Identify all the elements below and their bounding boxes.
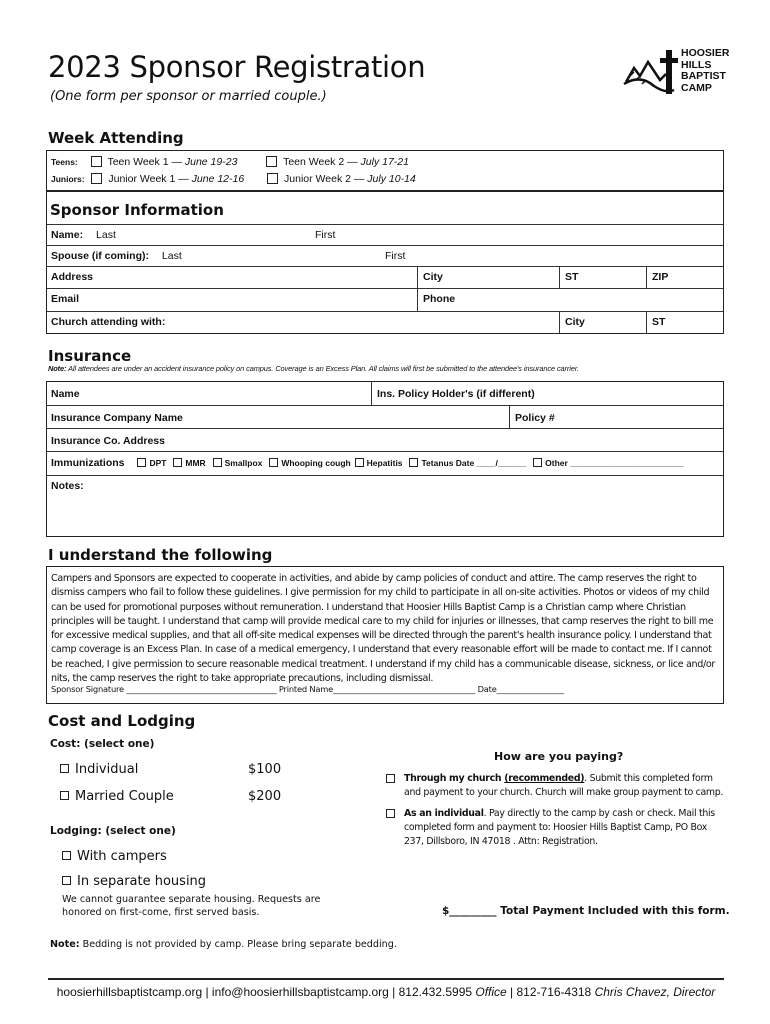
tetanus-date-label: Tetanus Date ____/______ <box>421 458 527 468</box>
cost-individual-option[interactable] <box>60 762 138 777</box>
hepatitis-label: Hepatitis <box>366 458 403 468</box>
with-campers-checkbox[interactable] <box>62 851 71 860</box>
whooping-cough-checkbox[interactable] <box>269 458 278 467</box>
phone-label: Phone <box>423 293 456 305</box>
email-row[interactable] <box>47 289 723 312</box>
lodging-select-label: Lodging: (select one) <box>50 825 176 837</box>
married-label: Married Couple <box>75 789 174 804</box>
divider <box>371 382 372 405</box>
teen-week-2-date: July 17-21 <box>360 156 409 168</box>
smallpox-label: Smallpox <box>224 458 263 468</box>
teens-row <box>51 156 409 168</box>
immunizations-row <box>47 452 723 476</box>
notes-row[interactable] <box>47 476 723 536</box>
separate-housing-note <box>62 893 320 919</box>
individual-label: Individual <box>75 762 139 777</box>
other-label: Other ________________________ <box>545 458 684 468</box>
teen-week-1-checkbox[interactable] <box>91 156 102 167</box>
insurance-box <box>46 381 724 537</box>
pay-individual-text <box>404 807 724 849</box>
divider <box>559 312 560 333</box>
email-label: Email <box>51 293 80 305</box>
spouse-label: Spouse (if coming): <box>51 250 149 262</box>
junior-week-2-label: Junior Week 2 — <box>284 173 368 185</box>
tetanus-checkbox[interactable] <box>409 458 418 467</box>
address-label: Address <box>51 271 94 283</box>
pay-church-bold: Through my church <box>404 773 505 784</box>
junior-week-1-date: June 12-16 <box>191 173 245 185</box>
pay-church-recommended: (recommended) <box>504 773 585 784</box>
cost-married-option[interactable] <box>60 789 174 804</box>
church-label: Church attending with: <box>51 316 166 328</box>
name-last-label: Last <box>96 229 116 241</box>
sponsor-heading: Sponsor Information <box>50 201 224 219</box>
policy-number-label: Policy # <box>515 412 555 424</box>
pay-individual-option[interactable] <box>386 807 726 849</box>
sponsor-heading-row <box>47 192 723 225</box>
logo-line: HILLS <box>681 58 712 71</box>
immunizations-label: Immunizations <box>51 457 125 469</box>
spouse-last-label: Last <box>161 250 182 262</box>
teen-week-2-label: Teen Week 2 — <box>283 156 361 168</box>
city-label: City <box>423 271 443 283</box>
separate-note-line: honored on first-come, first served basis. <box>62 907 260 918</box>
divider <box>646 312 647 333</box>
church-row[interactable] <box>47 312 723 333</box>
name-label-cell <box>47 225 120 245</box>
week-box <box>46 150 724 191</box>
teen-week-1-date: June 19-23 <box>184 156 238 168</box>
logo-line: BAPTIST <box>681 70 726 82</box>
spouse-row[interactable] <box>47 246 723 267</box>
sponsor-box <box>46 191 724 334</box>
pay-individual-checkbox[interactable] <box>386 809 395 818</box>
notes-label: Notes: <box>51 480 84 492</box>
divider <box>509 406 510 428</box>
teen-week-1-label: Teen Week 1 — <box>107 156 185 168</box>
pay-individual-bold: As an individual <box>404 808 484 819</box>
footer-office: Office <box>475 985 507 999</box>
other-checkbox[interactable] <box>533 458 542 467</box>
pay-church-checkbox[interactable] <box>386 774 395 783</box>
pay-church-text <box>404 772 726 800</box>
teen-week-2-checkbox[interactable] <box>266 156 277 167</box>
camp-logo <box>620 46 730 102</box>
name-label: Name: <box>51 229 84 241</box>
juniors-row <box>51 173 416 185</box>
mmr-checkbox[interactable] <box>173 458 182 467</box>
dpt-checkbox[interactable] <box>137 458 146 467</box>
understand-box <box>46 566 724 704</box>
insured-name-row[interactable] <box>47 382 723 406</box>
total-payment-line[interactable]: $_________ Total Payment Included with this form. <box>442 905 730 917</box>
address-row[interactable] <box>47 267 723 289</box>
company-label: Insurance Company Name <box>51 412 183 424</box>
footer <box>48 978 724 999</box>
insurance-note <box>48 364 579 373</box>
logo-line: HOOSIER <box>681 47 730 59</box>
week-heading: Week Attending <box>48 129 184 147</box>
junior-week-1-checkbox[interactable] <box>91 173 102 184</box>
juniors-label: Juniors: <box>51 174 85 184</box>
understand-heading: I understand the following <box>48 546 273 564</box>
divider <box>646 267 647 288</box>
with-campers-label: With campers <box>77 849 167 864</box>
lodging-separate-option[interactable] <box>62 874 206 889</box>
name-first-label: First <box>315 229 336 241</box>
smallpox-checkbox[interactable] <box>213 458 222 467</box>
logo-line: CAMP <box>681 81 712 94</box>
dpt-label: DPT <box>149 458 167 468</box>
policy-holder-label: Ins. Policy Holder's (if different) <box>377 388 535 400</box>
bedding-note <box>50 939 397 950</box>
lodging-with-campers-option[interactable] <box>62 849 167 864</box>
footer-director: Chris Chavez, Director <box>594 985 716 999</box>
teens-label: Teens: <box>51 157 78 167</box>
bedding-note-text: Bedding is not provided by camp. Please bring separate bedding. <box>79 939 397 950</box>
page-title: 2023 Sponsor Registration <box>48 50 426 84</box>
church-city-label: City <box>565 316 585 328</box>
zip-label: ZIP <box>652 271 669 283</box>
insurance-address-label: Insurance Co. Address <box>51 435 165 447</box>
cost-select-label: Cost: (select one) <box>50 738 155 750</box>
insurance-note-text: All attendees are under an accident insurance policy on campus. Coverage is an Excess Plan. All claims will first be submitted to the attendee's insurance carrier. <box>68 364 579 373</box>
bedding-note-label: Note: <box>50 939 80 950</box>
camp-logo-icon <box>620 46 680 102</box>
footer-phone: | 812-716-4318 <box>506 985 595 999</box>
divider <box>417 267 418 288</box>
junior-week-2-date: July 10-14 <box>367 173 416 185</box>
insured-name-label: Name <box>51 388 80 400</box>
individual-price: $100 <box>248 762 282 777</box>
footer-contact: hoosierhillsbaptistcamp.org | info@hoosierhillsbaptistcamp.org | 812.432.5995 <box>56 985 476 999</box>
divider <box>417 289 418 311</box>
spouse-first-label: First <box>385 250 406 262</box>
junior-week-2-checkbox[interactable] <box>267 173 278 184</box>
divider <box>559 267 560 288</box>
spouse-label-cell <box>47 246 186 266</box>
page-subtitle: (One form per sponsor or married couple.) <box>50 89 327 104</box>
married-checkbox[interactable] <box>60 791 69 800</box>
pay-individual-rest: . Pay directly to the camp by cash or check. Mail this completed form and payment to: Hoosier Hills Baptist Camp, PO Box 237, Dillsboro, IN 47018 . Attn: Registration. <box>404 808 715 847</box>
sponsor-name-row[interactable] <box>47 225 723 246</box>
payment-heading: How are you paying? <box>494 750 624 763</box>
logo-text <box>681 48 729 94</box>
insurance-heading: Insurance <box>48 347 132 365</box>
pay-church-option[interactable] <box>386 772 726 800</box>
immunizations-cell <box>47 452 688 475</box>
separate-housing-checkbox[interactable] <box>62 876 71 885</box>
insurance-address-row[interactable] <box>47 429 723 452</box>
company-row[interactable] <box>47 406 723 429</box>
separate-note-line: We cannot guarantee separate housing. Requests are <box>62 894 321 905</box>
church-state-label: ST <box>652 316 666 328</box>
terms-text: Campers and Sponsors are expected to cooperate in activities, and abide by camp policies of conduct and attire. The camp reserves the right to dismiss campers who fail to follow these guidelines. I give permission for my child to participate in all on-site activities. Photos or videos of my child can be used for promotional purposes without remuneration. I understand that Hoosier Hills Baptist Camp is a Christian camp where Christian principles will be taught. I understand that camp will provide medical care to my child for injuries or illnesses, that camp reserves the right to bill me for excessive medical supplies, and that all off-site medical expenses will be directed through the parent's health insurance policy. I understand that camp coverage is an Excess Plan. In case of a medical emergency, I understand that every reasonable effort will be made to contact me. If I cannot be reached, I give permission to secure reasonable medical treatment. I understand if my child has a communicable disease, sickness, or lice and/or nits, the camp reserves the right to take appropriate precautions, including dismissal. <box>51 573 715 685</box>
state-label: ST <box>565 271 579 283</box>
married-price: $200 <box>248 789 282 804</box>
separate-housing-label: In separate housing <box>77 874 207 889</box>
junior-week-1-label: Junior Week 1 — <box>108 173 192 185</box>
mmr-label: MMR <box>185 458 206 468</box>
insurance-note-label: Note: <box>48 364 67 373</box>
cost-heading: Cost and Lodging <box>48 712 196 730</box>
whooping-cough-label: Whooping cough <box>281 458 351 468</box>
individual-checkbox[interactable] <box>60 764 69 773</box>
hepatitis-checkbox[interactable] <box>355 458 364 467</box>
pay-church-rest: . Submit this completed form and payment to your church. Church will make group payment to camp. <box>404 773 724 798</box>
signature-line[interactable]: Sponsor Signature ______________________________________ Printed Name____________________________________ Date_________________ <box>51 684 564 694</box>
